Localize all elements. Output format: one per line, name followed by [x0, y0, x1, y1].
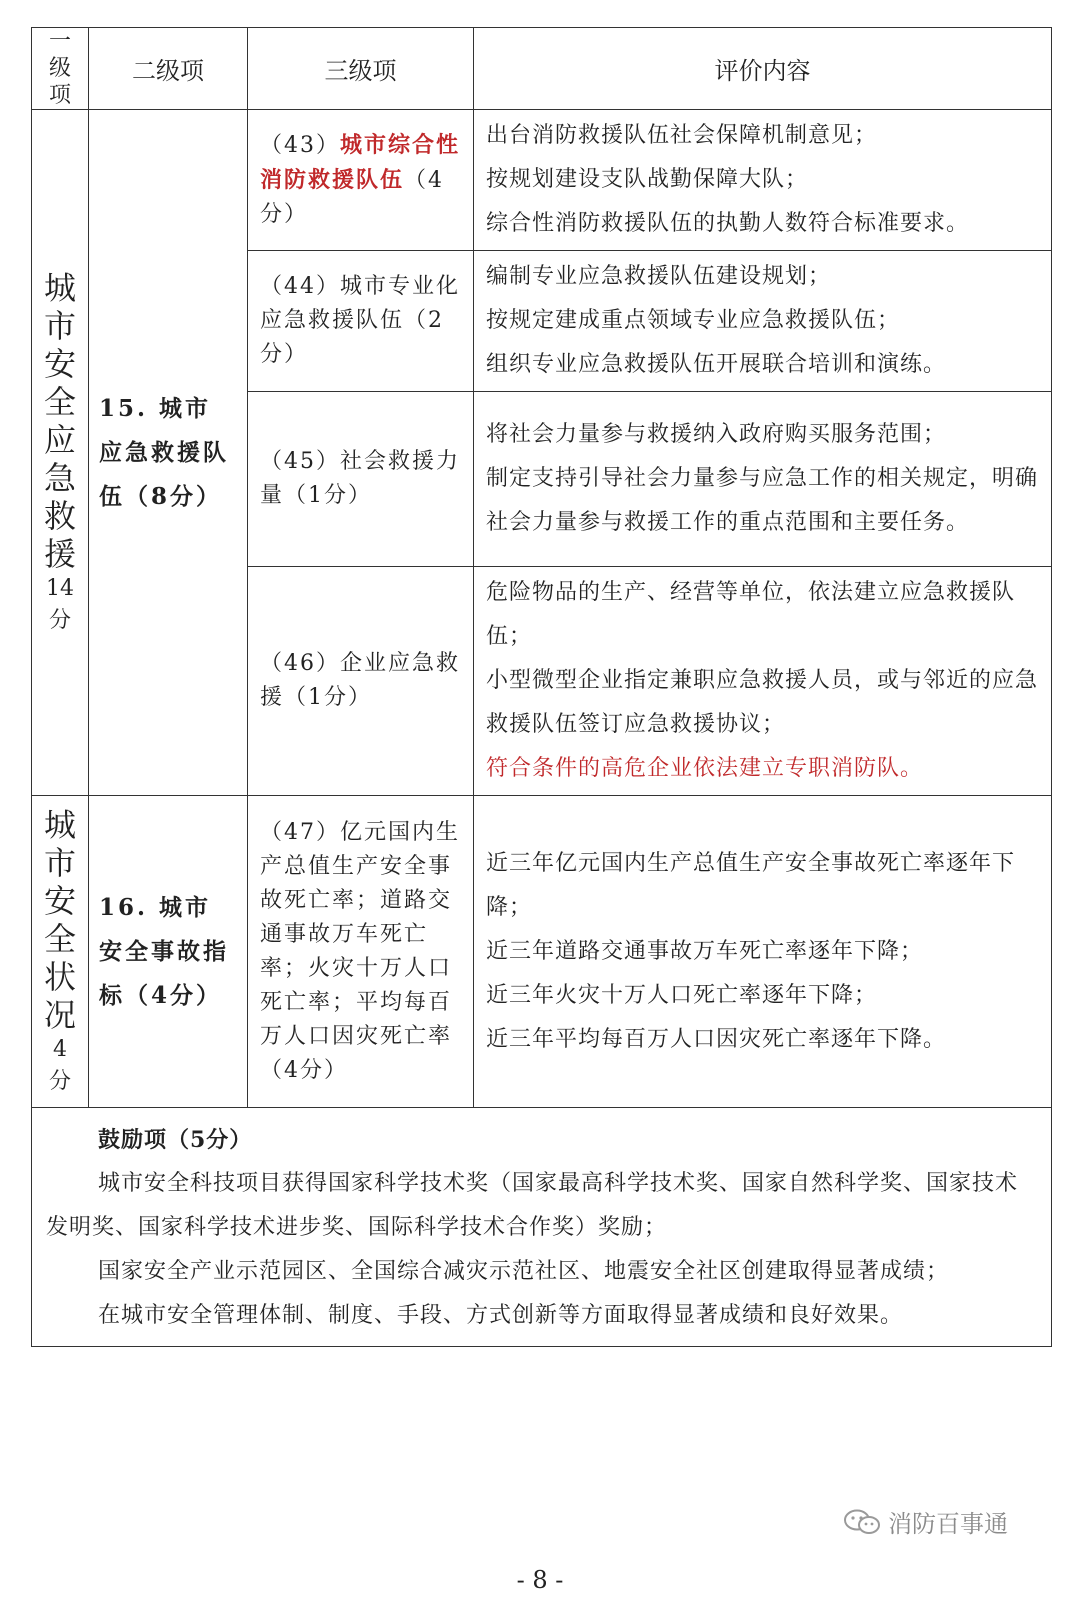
- bonus-paragraph: 在城市安全管理体制、制度、手段、方式创新等方面取得显著成绩和良好效果。: [98, 1303, 904, 1328]
- bonus-section: [32, 1108, 1052, 1347]
- level1-points: 4分: [48, 1036, 71, 1094]
- level1-safety-status: [32, 796, 89, 1108]
- level1-emergency-rescue: [32, 110, 89, 796]
- criteria-45: 将社会力量参与救援纳入政府购买服务范围； 制定支持引导社会力量参与应急工作的相关规定，明确社会力量参与救援工作的重点范围和主要任务。: [474, 392, 1052, 567]
- table-row: [32, 796, 1052, 1108]
- wechat-icon: [842, 1508, 882, 1536]
- header-row: [32, 28, 1052, 110]
- table-row: [32, 1108, 1052, 1347]
- criteria-46: 危险物品的生产、经营等单位，依法建立应急救援队伍； 小型微型企业指定兼职应急救援人员，或与邻近的应急救援队伍签订应急救援协议； 符合条件的高危企业依法建立专职消防队。: [474, 567, 1052, 796]
- level3-item-46: （46）企业应急救援（1分）: [248, 567, 474, 796]
- watermark-text: 消防百事通: [888, 1510, 1008, 1538]
- bonus-paragraph: 国家安全产业示范园区、全国综合减灾示范社区、地震安全社区创建取得显著成绩；: [98, 1259, 950, 1284]
- criteria-47: 近三年亿元国内生产总值生产安全事故死亡率逐年下降； 近三年道路交通事故万车死亡率逐年下降； 近三年火灾十万人口死亡率逐年下降； 近三年平均每百万人口因灾死亡率逐年下降。: [474, 796, 1052, 1108]
- level1-title: 城市安全应急救援: [43, 268, 76, 573]
- watermark: [842, 1504, 1008, 1539]
- level2-accident-indicators: 16. 城市安全事故指标（4分）: [89, 796, 248, 1108]
- page-number: - 8 -: [516, 1566, 564, 1594]
- highlighted-item-name: 城市综合性消防救援队伍: [260, 132, 461, 193]
- highlighted-criterion: 符合条件的高危企业依法建立专职消防队。: [486, 756, 924, 781]
- level2-rescue-teams: 15. 城市应急救援队伍（8分）: [89, 110, 248, 796]
- level3-item-47: （47）亿元国内生产总值生产安全事故死亡率；道路交通事故万车死亡率；火灾十万人口死亡率；平均每百万人口因灾死亡率（4分）: [248, 796, 474, 1108]
- table-row: [32, 110, 1052, 251]
- header-evaluation: 评价内容: [474, 28, 1052, 110]
- level3-item-44: （44）城市专业化应急救援队伍（2分）: [248, 251, 474, 392]
- level1-title: 城市安全状况: [43, 805, 76, 1034]
- criteria-44: 编制专业应急救援队伍建设规划； 按规定建成重点领域专业应急救援队伍； 组织专业应急救援队伍开展联合培训和演练。: [474, 251, 1052, 392]
- level3-item-45: （45）社会救援力量（1分）: [248, 392, 474, 567]
- header-level1: 一级项: [32, 28, 89, 110]
- header-level2: 二级项: [89, 28, 248, 110]
- level1-points: 14分: [46, 575, 74, 633]
- level3-item-43: （43）城市综合性消防救援队伍（4分）: [248, 110, 474, 251]
- bonus-title: 鼓励项（5分）: [98, 1127, 253, 1153]
- evaluation-table: [31, 27, 1052, 1347]
- bonus-paragraph: 城市安全科技项目获得国家科学技术奖（国家最高科学技术奖、国家自然科学奖、国家技术发明奖、国家科学技术进步奖、国际科学技术合作奖）奖励；: [46, 1171, 1019, 1240]
- criteria-43: 出台消防救援队伍社会保障机制意见； 按规划建设支队战勤保障大队； 综合性消防救援队伍的执勤人数符合标准要求。: [474, 110, 1052, 251]
- header-level3: 三级项: [248, 28, 474, 110]
